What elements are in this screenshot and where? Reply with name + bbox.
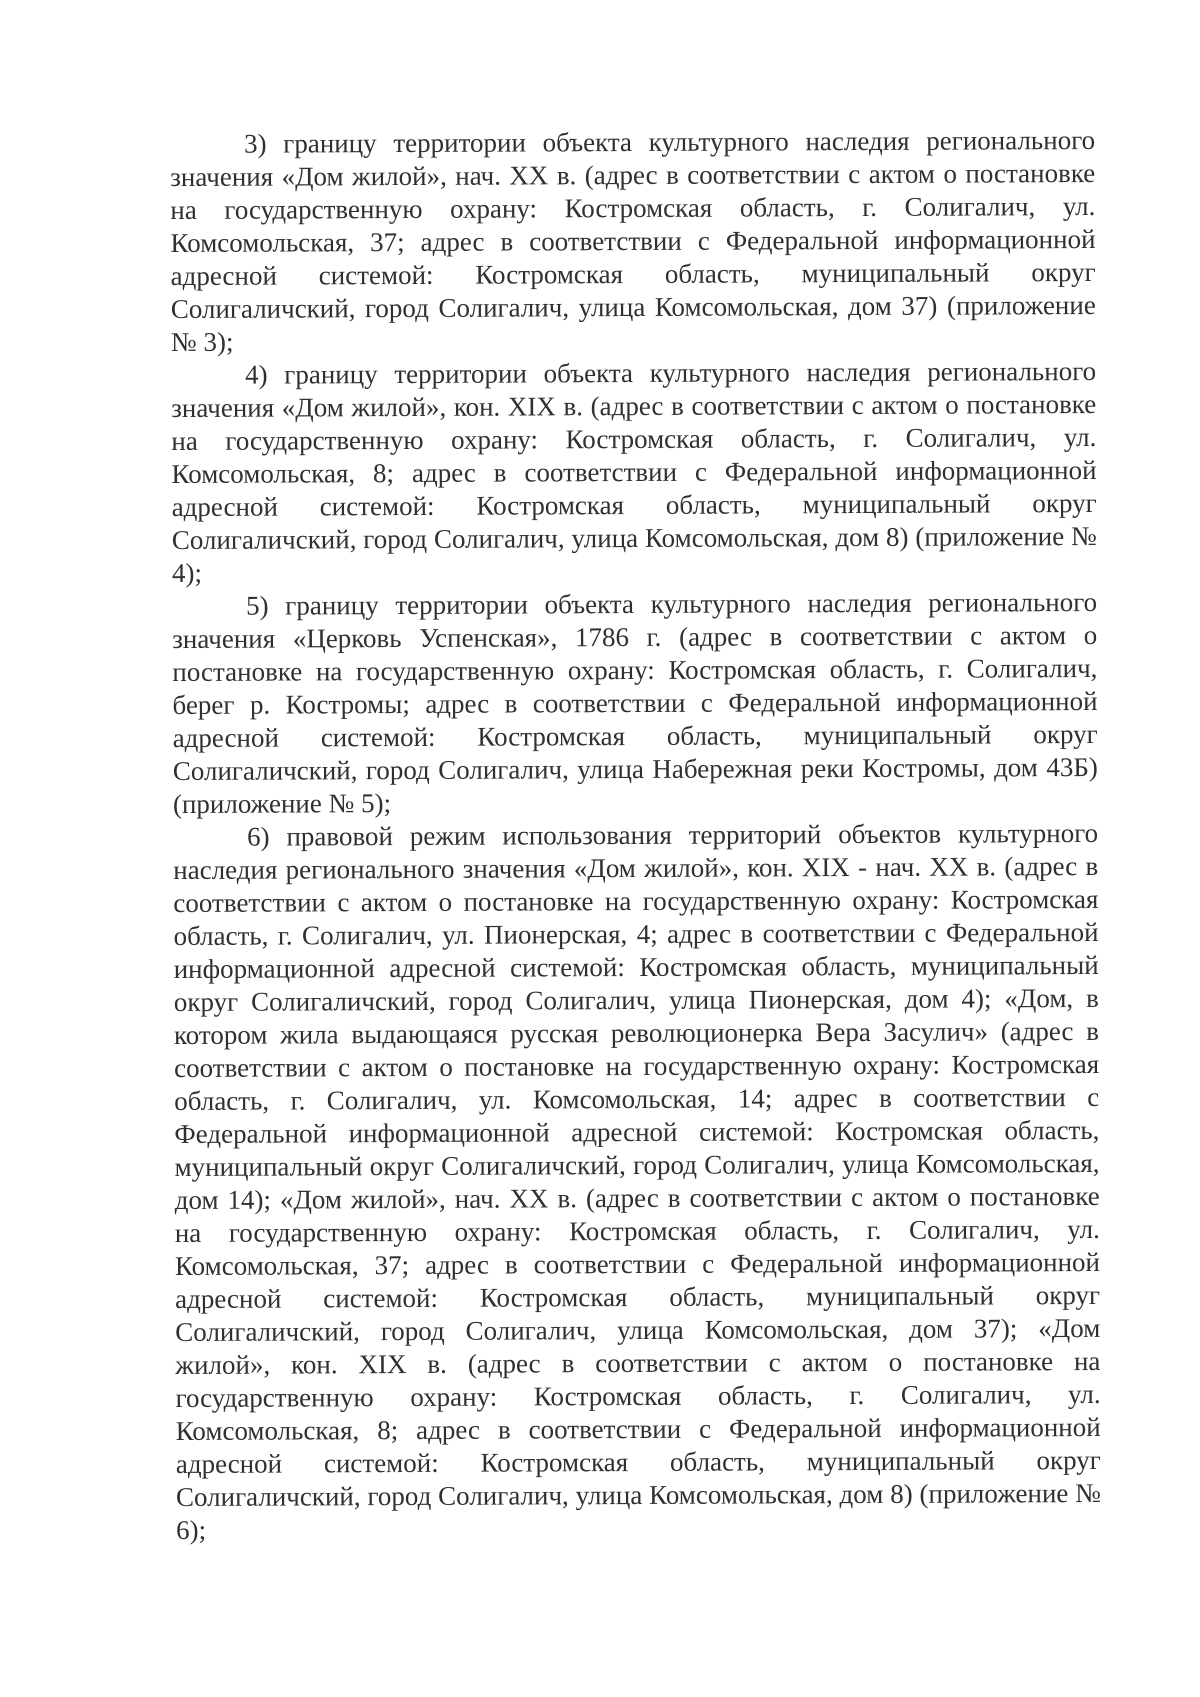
paragraph-item-4: 4) границу территории объекта культурного наследия регионального значения «Дом жилой», кон. XIX в. (адрес в соответствии с актом о постановке на государственную охрану: Костромская область, г. Солигалич, ул. Комсомольская, 8; адрес в соответствии с Федеральной информационной адресной системой: Костромская область, муниципальный округ Солигаличский, город Солигалич, улица Комсомольская, дом 8) (приложение № 4); [171,355,1097,588]
paragraph-item-5: 5) границу территории объекта культурного наследия регионального значения «Церковь Успенская», 1786 г. (адрес в соответствии с актом о постановке на государственную охрану: Костромская область, г. Солигалич, берег р. Костромы; адрес в соответствии с Федеральной информационной адресной системой: Костромская область, муниципальный округ Солигаличский, город Солигалич, улица Набережная реки Костромы, дом 43Б) (приложение № 5); [172,586,1098,819]
paragraph-item-3: 3) границу территории объекта культурного наследия регионального значения «Дом жилой», нач. XX в. (адрес в соответствии с актом о постановке на государственную охрану: Костромская область, г. Солигалич, ул. Комсомольская, 37; адрес в соответствии с Федеральной информационной адресной системой: Костромская область, муниципальный округ Солигаличский, город Солигалич, улица Комсомольская, дом 37) (приложение № 3); [170,124,1096,357]
paragraph-item-6: 6) правовой режим использования территорий объектов культурного наследия регионального значения «Дом жилой», кон. XIX - нач. XX в. (адрес в соответствии с актом о постановке на государственную охрану: Костромская область, г. Солигалич, ул. Пионерская, 4; адрес в соответствии с Федеральной информационной адресной системой: Костромская область, муниципальный округ Солигаличский, город Солигалич, улица Пионерская, дом 4); «Дом, в котором жила выдающаяся русская революционерка Вера Засулич» (адрес в соответствии с актом о постановке на государственную охрану: Костромская область, г. Солигалич, ул. Комсомольская, 14; адрес в соответствии с Федеральной информационной адресной системой: Костромская область, муниципальный округ Солигаличский, город Солигалич, улица Комсомольская, дом 14); «Дом жилой», нач. XX в. (адрес в соответствии с актом о постановке на государственную охрану: Костромская область, г. Солигалич, ул. Комсомольская, 37; адрес в соответствии с Федеральной информационной адресной системой: Костромская область, муниципальный округ Солигаличский, город Солигалич, улица Комсомольская, дом 37); «Дом жилой», кон. XIX в. (адрес в соответствии с актом о постановке на государственную охрану: Костромская область, г. Солигалич, ул. Комсомольская, 8; адрес в соответствии с Федеральной информационной адресной системой: Костромская область, муниципальный округ Солигаличский, город Солигалич, улица Комсомольская, дом 8) (приложение № 6); [173,817,1102,1545]
document-body [170,124,1101,1547]
